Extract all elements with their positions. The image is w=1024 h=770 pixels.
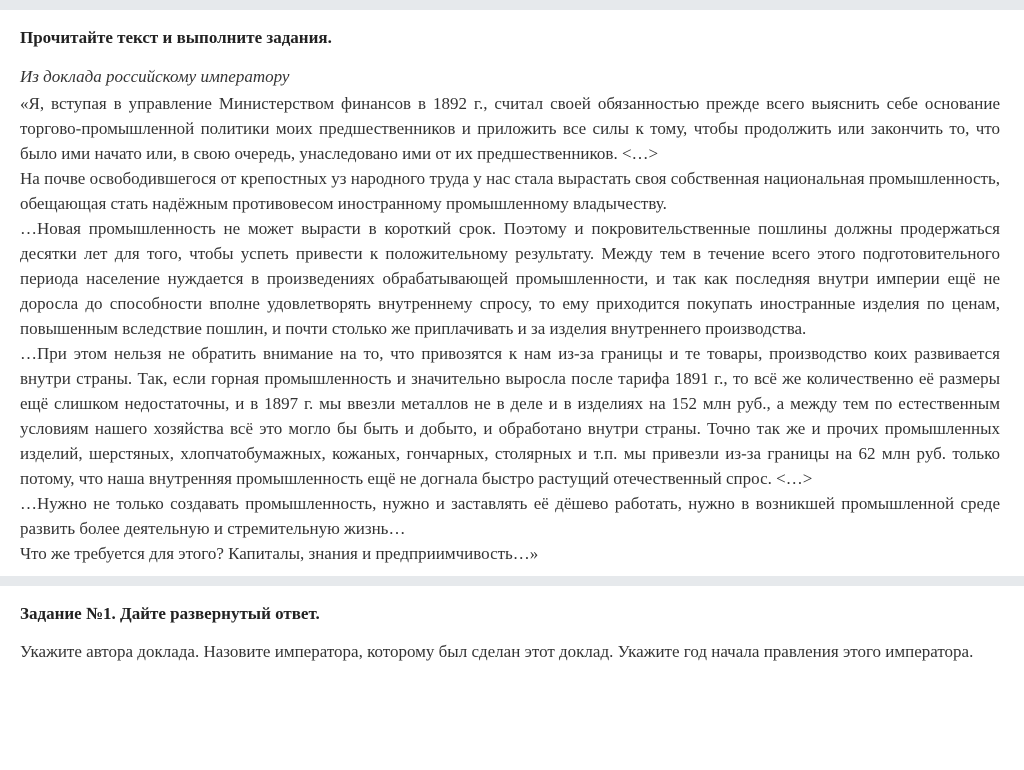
source-text-section [0,10,1024,566]
task-question: Укажите автора доклада. Назовите императора, которому был сделан этот доклад. Укажите год начала правления этого императора. [20,642,974,661]
report-paragraph-5: …Нужно не только создавать промышленность, нужно и заставлять её дёшево работать, нужно в возникшей промышленной среде развить более деятельную и стремительную жизнь… [20,494,1000,538]
report-paragraph-1: «Я, вступая в управление Министерством финансов в 1892 г., считал своей обязанностью прежде всего выяснить себе основание торгово-промышленной политики моих предшественников и приложить все силы к тому, чтобы продолжить или закончить то, что было ими начато или, в свою очередь, унаследовано ими от их предшественников. <…> [20,94,1000,163]
report-paragraph-6: Что же требуется для этого? Капиталы, знания и предприимчивость…» [20,544,539,563]
middle-divider-band [0,576,1024,586]
top-divider-band [0,0,1024,10]
reading-instruction: Прочитайте текст и выполните задания. [20,28,332,47]
task-section [0,586,1024,663]
report-paragraph-3: …Новая промышленность не может вырасти в короткий срок. Поэтому и покровительственные пошлины должны продержаться десятки лет для того, чтобы успеть привести к положительному результату. Между тем в течение всего этого подготовительного периода население нуждается в произведениях обрабатывающей промышленности, и так как последняя внутри империи ещё не доросла до способности вполне удовлетворять внутреннему спросу, то ему приходится покупать иностранные изделия по ценам, повышенным вследствие пошлин, и почти столько же приплачивать и за изделия внутреннего производства. [20,219,1000,338]
task-title: Задание №1. Дайте развернутый ответ. [20,604,320,623]
source-caption: Из доклада российскому императору [20,67,290,86]
report-paragraph-2: На почве освободившегося от крепостных уз народного труда у нас стала вырастать своя собственная национальная промышленность, обещающая стать надёжным противовесом иностранному промышленному владычеству. [20,169,1000,213]
report-paragraph-4: …При этом нельзя не обратить внимание на то, что привозятся к нам из-за границы и те товары, производство коих развивается внутри страны. Так, если горная промышленность и значительно выросла после тарифа 1891 г., то всё же количественно её размеры ещё слишком недостаточны, и в 1897 г. мы ввезли металлов не в деле и в изделиях на 152 млн руб., а между тем по естественным условиям нашего хозяйства всё это могло бы быть и добыто, и обработано внутри страны. Точно так же и прочих промышленных изделий, шерстяных, хлопчатобумажных, кожаных, гончарных, столярных и т.п. мы привезли из-за границы на 62 млн руб. только потому, что наша внутренняя промышленность ещё не догнала быстро растущий отечественный спрос. <…> [20,344,1000,488]
